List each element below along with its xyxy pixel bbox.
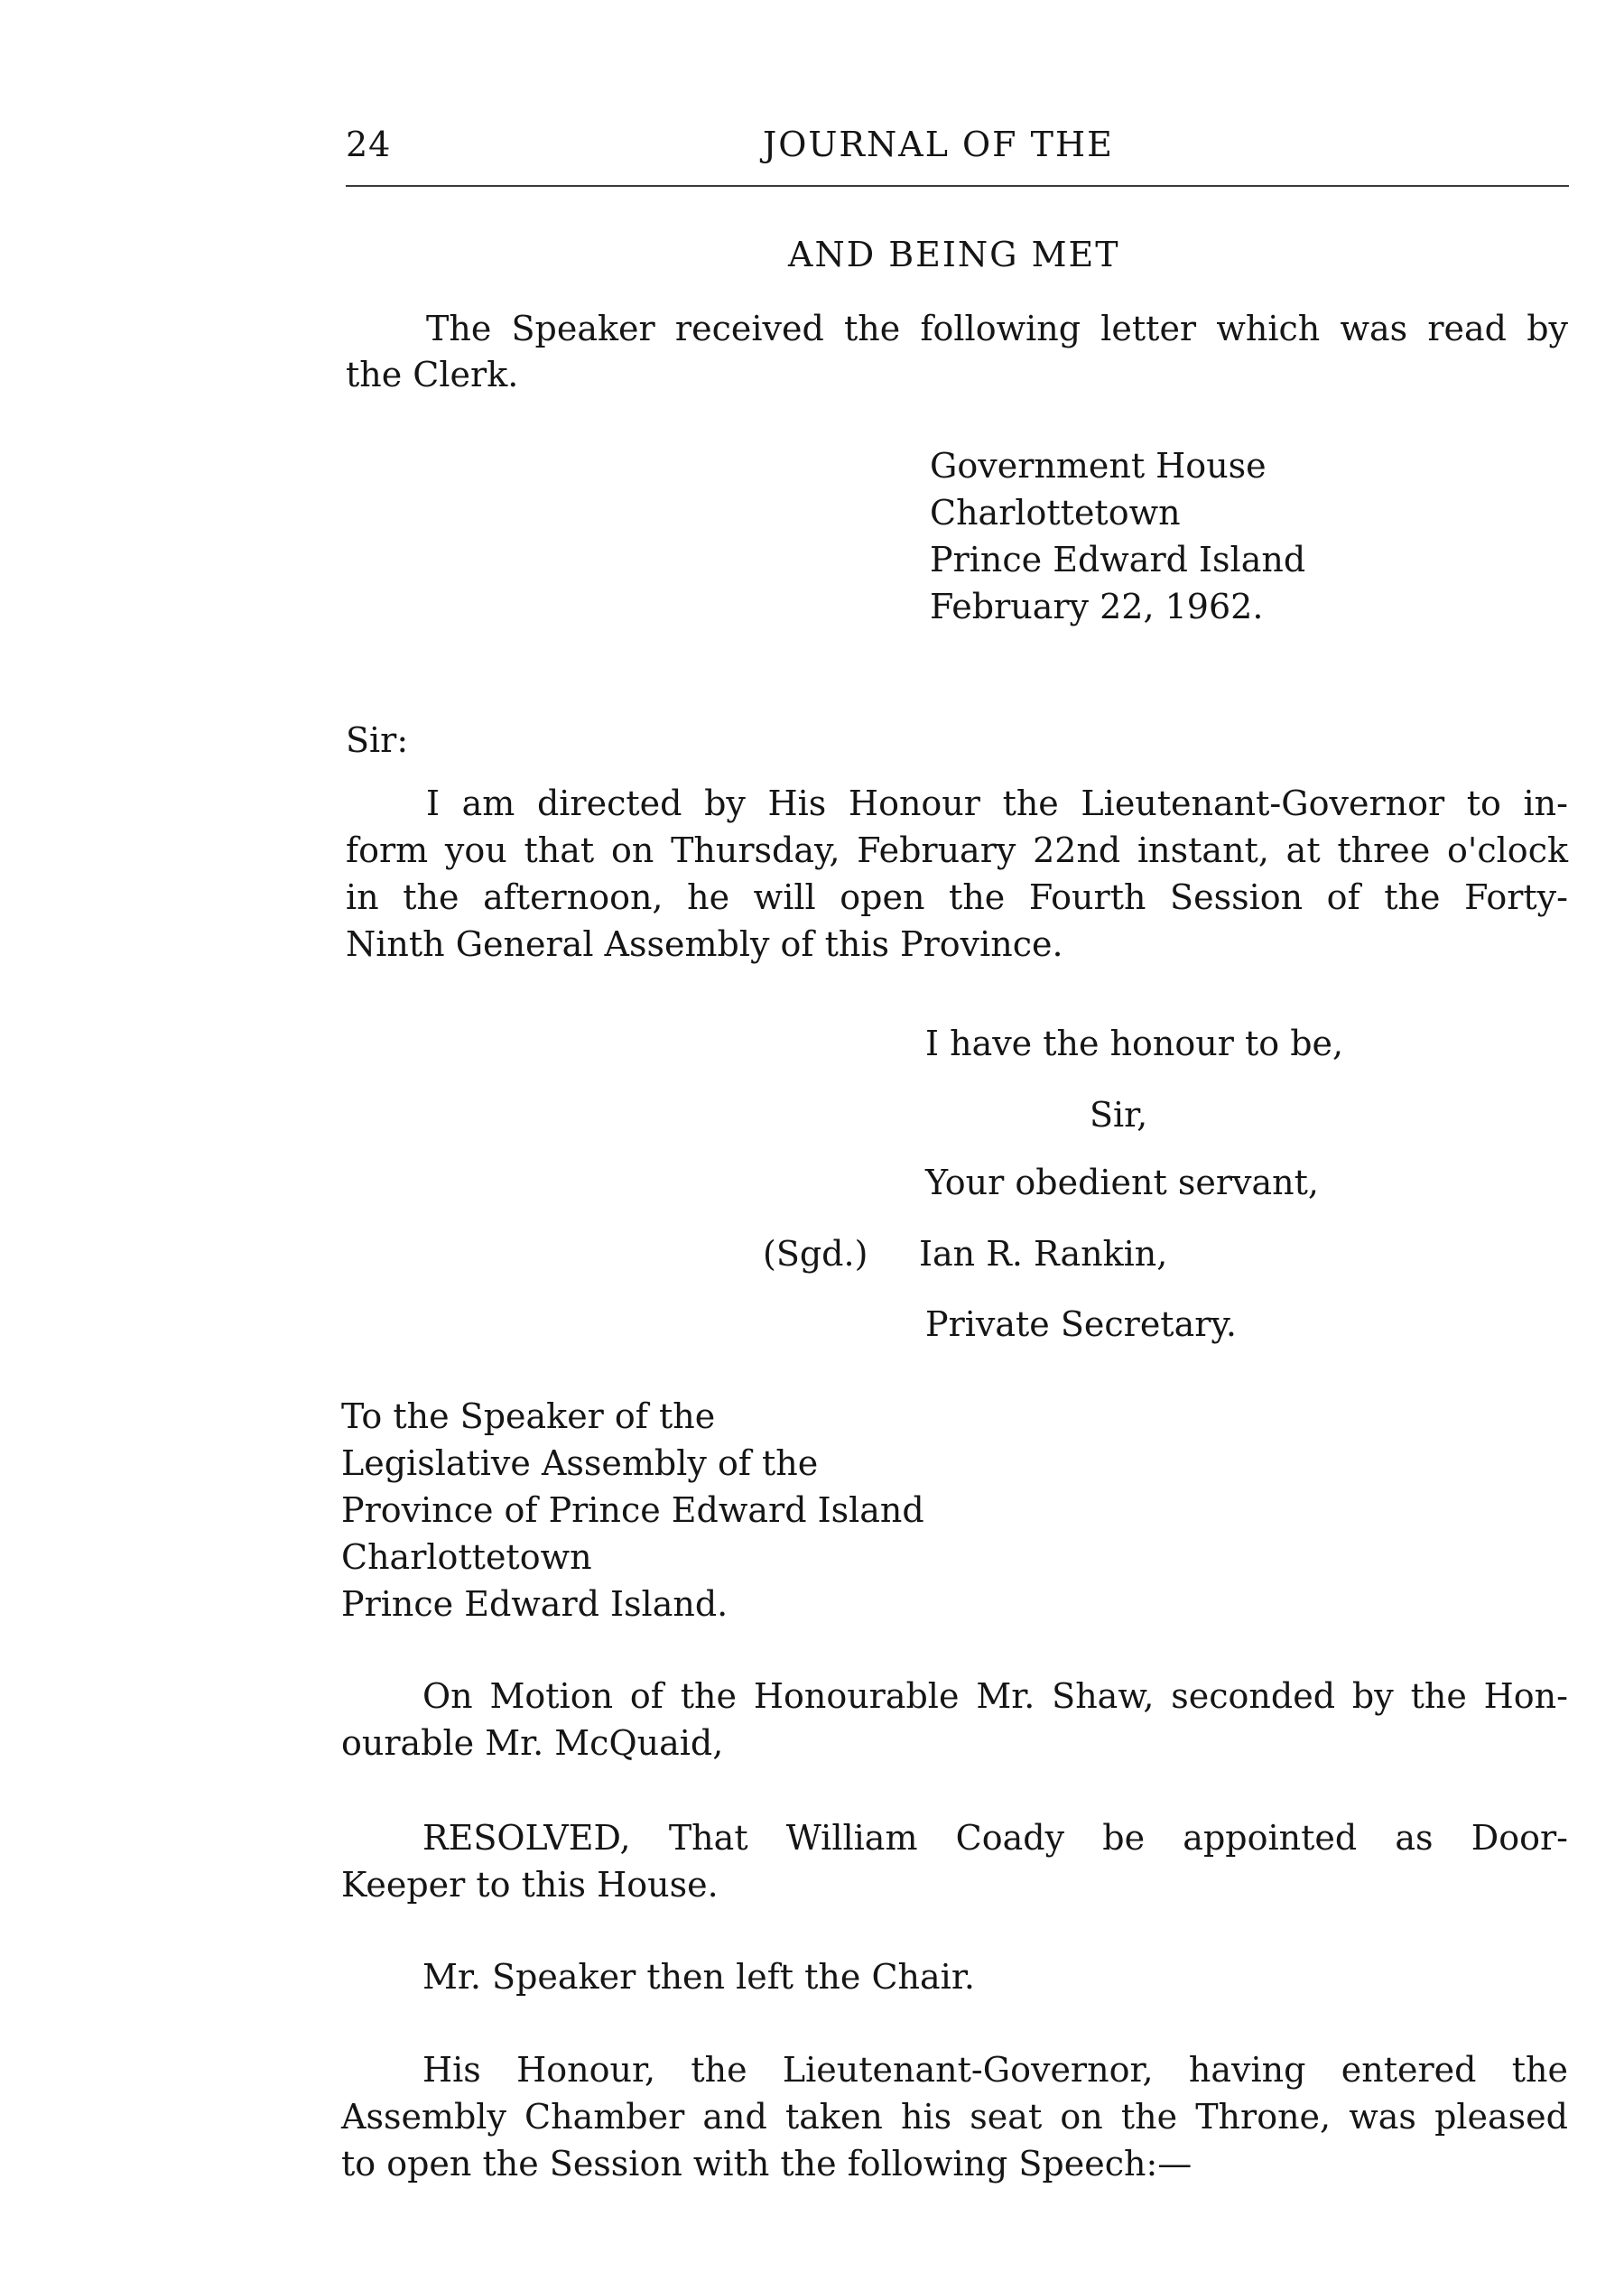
speech-intro-line-1: His Honour, the Lieutenant-Governor, having entered the xyxy=(422,2050,1568,2090)
recipient-line-1: To the Speaker of the xyxy=(341,1396,716,1436)
intro-line-2: the Clerk. xyxy=(346,355,519,394)
recipient-line-5: Prince Edward Island. xyxy=(341,1584,728,1624)
letter-closing-line-1: I have the honour to be, xyxy=(925,1024,1344,1063)
letter-address-line-3: Prince Edward Island xyxy=(930,540,1306,580)
speech-intro-line-2: Assembly Chamber and taken his seat on the Throne, was pleased xyxy=(341,2097,1568,2137)
intro-line-1: The Speaker received the following letter which was read by xyxy=(426,309,1568,348)
letter-body-line-2: form you that on Thursday, February 22nd instant, at three o'clock xyxy=(346,830,1568,870)
letter-closing-line-3: Your obedient servant, xyxy=(925,1163,1319,1202)
letter-address-line-1: Government House xyxy=(930,446,1267,486)
speech-intro-line-3: to open the Session with the following Speech:— xyxy=(341,2144,1192,2184)
section-heading: AND BEING MET xyxy=(788,235,1120,274)
letter-closing-sir: Sir, xyxy=(1090,1095,1148,1135)
recipient-line-4: Charlottetown xyxy=(341,1537,592,1577)
resolution-line-1: RESOLVED, That William Coady be appointed as Door- xyxy=(422,1818,1568,1858)
letter-date: February 22, 1962. xyxy=(930,587,1264,626)
letter-body-line-3: in the afternoon, he will open the Fourth Session of the Forty- xyxy=(346,877,1568,917)
header-rule xyxy=(346,185,1569,187)
page-header xyxy=(346,116,1569,170)
signatory-title: Private Secretary. xyxy=(925,1304,1237,1344)
signatory-name: Ian R. Rankin, xyxy=(919,1234,1168,1274)
letter-address-line-2: Charlottetown xyxy=(930,493,1181,533)
page-number: 24 xyxy=(346,125,392,164)
recipient-line-3: Province of Prince Edward Island xyxy=(341,1490,924,1530)
letter-body-line-1: I am directed by His Honour the Lieutenant-Governor to in- xyxy=(426,784,1568,823)
recipient-line-2: Legislative Assembly of the xyxy=(341,1443,819,1483)
resolution-line-2: Keeper to this House. xyxy=(341,1865,719,1905)
letter-salutation: Sir: xyxy=(346,720,409,760)
motion-line-2: ourable Mr. McQuaid, xyxy=(341,1723,724,1763)
running-head: JOURNAL OF THE xyxy=(763,125,1114,164)
letter-body-line-4: Ninth General Assembly of this Province. xyxy=(346,924,1063,964)
speaker-left-chair: Mr. Speaker then left the Chair. xyxy=(422,1957,975,1997)
motion-line-1: On Motion of the Honourable Mr. Shaw, seconded by the Hon- xyxy=(422,1676,1568,1716)
signed-marker: (Sgd.) xyxy=(763,1234,868,1274)
